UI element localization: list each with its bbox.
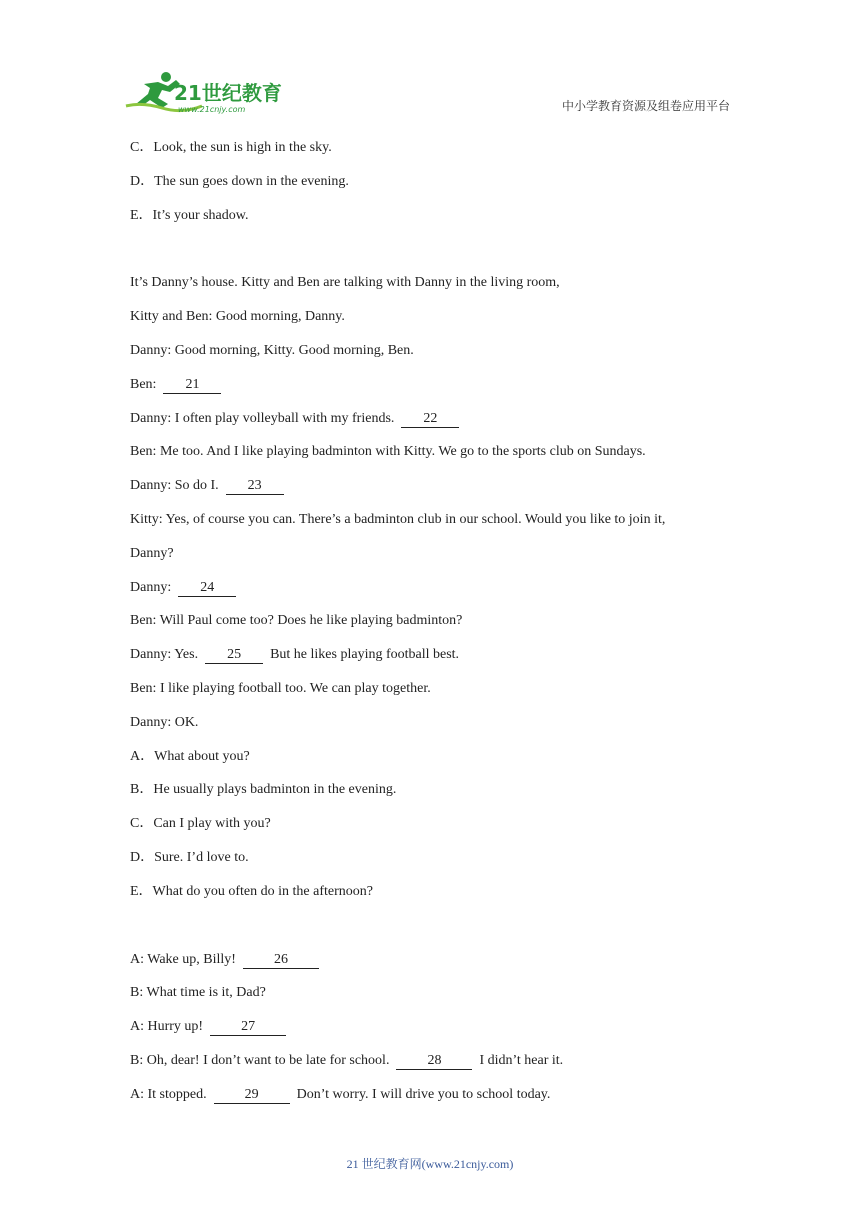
option-a: A．What about you?	[130, 748, 250, 764]
page-header	[0, 0, 860, 120]
blank-29[interactable]: 29	[214, 1086, 290, 1104]
option-e: E．It’s your shadow.	[130, 207, 249, 223]
document-body	[130, 138, 730, 1119]
dialogue-line: Danny: OK.	[130, 714, 199, 730]
option-e: E．What do you often do in the afternoon?	[130, 883, 373, 899]
dialogue-line: Kitty and Ben: Good morning, Danny.	[130, 309, 345, 325]
dialogue-line: Danny: So do I. 23	[130, 476, 730, 496]
dialogue-line: Danny: I often play volleyball with my friends. 22	[130, 409, 730, 429]
dialogue-line: Danny: Good morning, Kitty. Good morning, Ben.	[130, 342, 414, 358]
blank-23[interactable]: 23	[226, 477, 284, 495]
blank-27[interactable]: 27	[210, 1018, 286, 1036]
dialogue-line: Danny: Yes. 25 But he likes playing football best.	[130, 647, 460, 663]
dialogue-line: A: Hurry up! 27	[130, 1017, 730, 1037]
dialogue-line: B: Oh, dear! I don’t want to be late for school. 28 I didn’t hear it.	[130, 1052, 564, 1068]
blank-21[interactable]: 21	[163, 376, 221, 394]
blank-22[interactable]: 22	[401, 410, 459, 428]
dialogue-line: Ben: I like playing football too. We can play together.	[130, 680, 431, 696]
dialogue-line: B: What time is it, Dad?	[130, 985, 266, 1001]
dialogue-line: A: Wake up, Billy! 26	[130, 950, 730, 970]
page-footer: 21 世纪教育网(www.21cnjy.com)	[346, 1157, 514, 1171]
option-b: B．He usually plays badminton in the evening.	[130, 782, 397, 798]
blank-25[interactable]: 25	[205, 646, 263, 664]
logo-graphic	[122, 68, 292, 118]
dialogue-line: Ben: Will Paul come too? Does he like playing badminton?	[130, 613, 463, 629]
logo-text: 21世纪教育	[174, 81, 282, 105]
logo-url: www.21cnjy.com	[178, 105, 246, 114]
dialogue-line: Ben: 21	[130, 375, 730, 395]
logo	[122, 68, 292, 118]
blank-28[interactable]: 28	[396, 1052, 472, 1070]
dialogue-line: A: It stopped. 29 Don’t worry. I will drive you to school today.	[130, 1086, 551, 1102]
dialogue-line: Danny?	[130, 545, 174, 561]
option-d: D．Sure. I’d love to.	[130, 849, 249, 865]
blank-26[interactable]: 26	[243, 951, 319, 969]
option-c: C．Look, the sun is high in the sky.	[130, 140, 332, 155]
dialogue-line: Danny: 24	[130, 578, 730, 598]
dialogue-intro: It’s Danny’s house. Kitty and Ben are talking with Danny in the living room,	[130, 275, 560, 291]
option-c: C．Can I play with you?	[130, 816, 271, 832]
option-d: D．The sun goes down in the evening.	[130, 173, 349, 189]
blank-24[interactable]: 24	[178, 579, 236, 597]
dialogue-line: Ben: Me too. And I like playing badminton with Kitty. We go to the sports club on Sundays.	[130, 444, 646, 460]
dialogue-line: Kitty: Yes, of course you can. There’s a badminton club in our school. Would you like to join it,	[130, 511, 666, 527]
header-platform-text: 中小学教育资源及组卷应用平台	[561, 99, 730, 113]
